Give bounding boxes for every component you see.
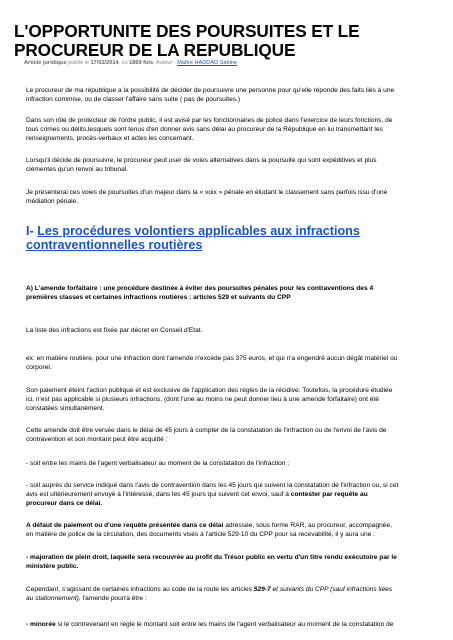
text-line: médiation pénale. — [26, 198, 79, 206]
text-bold: A défaut de paiement ou d'une requête présentée dans ce délai — [26, 522, 224, 529]
text-line: adressée, sous forme RAR, au procureur, accompagnée, — [223, 522, 392, 529]
text-line: Cette amende doit être versée dans le délai de 45 jours à compter de la constatation de l'infraction ou de l'envoi de l'avis de — [26, 427, 387, 434]
paragraph-service — [26, 481, 436, 508]
text-line: ministère public. — [26, 563, 79, 571]
paragraph-intro — [26, 86, 436, 104]
title-line-1: L'OPPORTUNITE DES POURSUITES ET LE — [14, 21, 360, 41]
text-line: - majoration de plein droit, laquelle sera recouvrée au profit du Trésor public en vertu d'un titre rendu exécutoire par le — [26, 554, 397, 561]
paragraph-agent — [26, 459, 436, 468]
paragraph-decree — [26, 326, 436, 335]
text-line: ici, n'est pas applicable si plusieurs infractions, (dont l'une au moins ne peut donner lieu à une amende forfaitaire) ont été — [26, 396, 379, 404]
author-prefix: Auteur : — [155, 60, 176, 66]
text-line: La liste des infractions est fixée par décret en Conseil d'Etat. — [26, 327, 203, 334]
text-line: avis est ultérieurement envoyé à l'intéressé, dans les 45 jours qui suivent cet envoi, sauf à — [26, 491, 291, 499]
text-line: infraction commise, ou de classer l'affaire sans suite ( pas de poursuites.) — [26, 96, 241, 104]
paragraph-default — [26, 521, 436, 539]
article-title — [14, 22, 439, 59]
text-italic: et suivants du CPP (sauf infractions liées — [270, 586, 393, 593]
text-bold: procureur dans ce délai. — [26, 500, 103, 508]
text-line: - soit auprès du service indiqué dans l'avis de contravention dans les 45 jours qui suivent la constatation de l'infraction ou, si cet — [26, 482, 399, 489]
section-number: I- — [26, 224, 34, 238]
text-line: Le procureur de ma république a la possibilité de décider de poursuivre une personne pour qu'elle réponde des faits liés à une — [26, 87, 395, 94]
paragraph-payment — [26, 386, 436, 413]
section-heading-1 — [26, 224, 438, 252]
paragraph-example — [26, 354, 436, 372]
text-bold: contester par requête au — [290, 491, 368, 499]
text-italic: au stationnement) — [26, 595, 79, 603]
text-line: tous crimes ou délits,lesquels sont tenus d'en donner avis sans délai au procureur de la République en lui transmettant les — [26, 126, 383, 134]
text-bold: - minorée — [26, 621, 56, 628]
published-prefix: publié le — [68, 60, 89, 66]
text-line: constatées simultanément. — [26, 405, 105, 413]
paragraph-presentation — [26, 188, 436, 206]
paragraph-alternatives — [26, 156, 436, 174]
paragraph-minoree — [26, 620, 436, 629]
paragraph-majoration — [26, 553, 436, 571]
author-link[interactable]: Maître HADDAD Sabine — [177, 60, 238, 66]
text-line: renseignements, procès-verbaux et actes les concernant. — [26, 135, 194, 143]
text-line: ex: en matière routière, pour une infraction dont l'amende n'excède pas 375 euros, et qui n'a engendré aucun dégât matériel ou — [26, 355, 398, 362]
text-line: contravention et son montant peut être acquitté : — [26, 436, 168, 444]
text-line: A) L'amende forfaitaire : une procédure destinée à éviter des poursuites pénales pour les contraventions des 4 — [26, 285, 374, 292]
text-line: clémentes qu'un renvoi au tribunal. — [26, 166, 129, 174]
text-line: si le contrevenant en règle le montant soit entre les mains de l'agent verbalisateur au moment de la constatation de — [55, 621, 394, 628]
text-line: premières classes et certaines infractions routières : articles 529 et suivants du CPP — [26, 294, 291, 302]
view-count: 1869 fois — [129, 60, 154, 66]
section-heading-link-line-2[interactable]: contraventionnelles routières — [26, 238, 203, 253]
text-line: corporel. — [26, 364, 52, 372]
text-line: en matière de police de la circulation, des documents visés à l'article 529-10 du CPP pour sa recevabilité, il y aura une : — [26, 531, 375, 539]
title-line-2: PROCUREUR DE LA REPUBLIQUE — [14, 39, 296, 60]
paragraph-delay — [26, 426, 436, 444]
text-bold-italic: 529-7 — [253, 586, 271, 593]
paragraph-role — [26, 116, 436, 143]
section-heading-link-line-1[interactable]: Les procédures volontiers applicables aux infractions — [37, 224, 360, 238]
text-line: , l'amende pourra être : — [78, 595, 147, 603]
text-line: Son paiement éteint l'action publique et est exclusive de l'application des règles de la récidive. Toutefois, la procédure étudiée — [26, 387, 393, 394]
text-line: - soit entre les mains de l'agent verbalisateur au moment de la constatation de l'infraction ; — [26, 460, 290, 467]
paragraph-code-route — [26, 585, 436, 603]
text-line: Je présenterai ces voies de poursuites d'un majeur dans la « voix » pénale en éludant le classement sans parfois issu d'une — [26, 189, 388, 196]
article-meta: Article juridique publié le 17/02/2014, vu 1869 fois, Auteur : Maître HADDAD Sabine — [24, 60, 238, 66]
text-line: Lorsqu'il décide de poursuivre, le procureur peut user de voies alternatives dans la poursuite qui sont expéditives et plus — [26, 157, 377, 164]
publish-date: 17/02/2014 — [90, 60, 119, 66]
article-type: Article juridique — [24, 60, 67, 66]
text-line: Cependant, s'agissant de certaines infractions au code de la route les articles — [26, 586, 254, 593]
text-line: Dans son rôle de protecteur de l'ordre public, il est avisé par les fonctionnaires de police dans l'exercice de leurs fonctions, de — [26, 117, 393, 124]
views-prefix: vu — [121, 60, 128, 66]
subsection-heading-a — [26, 284, 436, 302]
